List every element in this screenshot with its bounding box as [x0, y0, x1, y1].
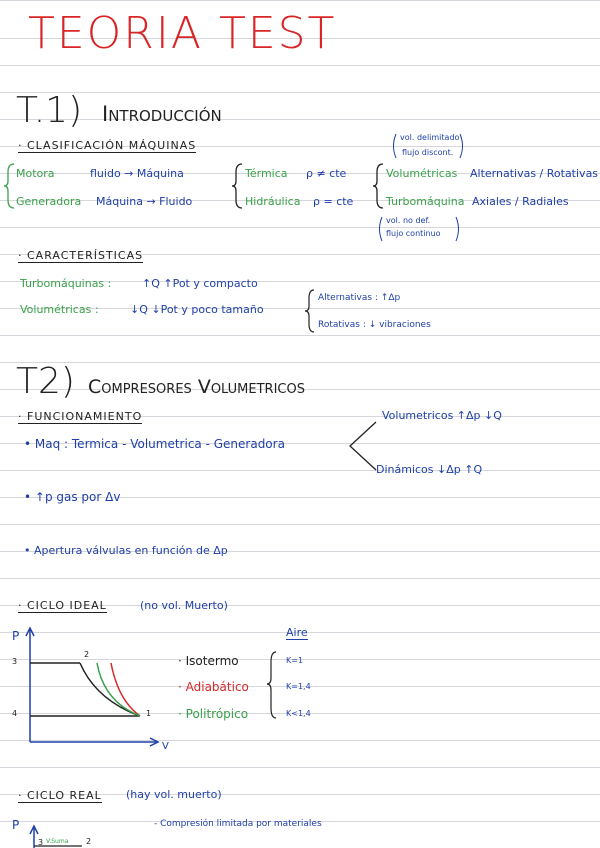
adiabatico-k: K=1,4	[286, 682, 311, 691]
termica-label: Térmica	[245, 167, 288, 180]
note-paren-right-top	[460, 134, 463, 158]
real-vsuma-label: V.Suma	[46, 838, 69, 845]
presion-gas-text: • ↑p gas por Δv	[24, 490, 121, 504]
note-turbomaquina-line2: flujo continuo	[386, 229, 441, 238]
brace-termica-hidraulica	[232, 164, 242, 208]
note-volumetricas-line2: flujo discont.	[402, 148, 454, 157]
volumetricas-types: Alternativas / Rotativas	[470, 167, 599, 180]
note-paren-right-bottom	[456, 217, 459, 241]
adiabatico-label: · Adiabático	[178, 680, 249, 694]
brace-aire	[267, 652, 276, 718]
ciclo-real-note: (hay vol. muerto)	[126, 788, 222, 801]
note-paren-left-top	[394, 134, 397, 158]
ciclo-ideal-graph	[26, 628, 158, 746]
volumetricas-caract-label: Volumétricas :	[20, 303, 99, 316]
generadora-label: Generadora	[16, 195, 82, 208]
motora-flow: fluido → Máquina	[90, 167, 184, 180]
apertura-valvulas-text: • Apertura válvulas en función de Δp	[24, 544, 228, 557]
termica-condition: ρ ≠ cte	[306, 167, 347, 180]
hidraulica-condition: ρ = cte	[313, 195, 354, 208]
hidraulica-label: Hidráulica	[245, 195, 301, 208]
t1-heading-number: T.1)	[16, 90, 83, 131]
ciclo-real-graph	[30, 826, 82, 848]
alternativas-text: Alternativas : ↑Δp	[318, 293, 401, 303]
real-tick-3: 3	[38, 838, 44, 847]
real-point-2: 2	[86, 837, 92, 846]
volumetricos-text: Volumetricos ↑Δp ↓Q	[382, 409, 502, 422]
clasificacion-header: · CLASIFICACIÓN MÁQUINAS	[18, 139, 197, 152]
t2-heading-number: T2)	[16, 361, 75, 402]
politropico-label: · Politrópico	[178, 707, 249, 721]
note-turbomaquina-line1: vol. no def.	[386, 216, 431, 225]
t2-heading-text: Compresores Volumetricos	[88, 376, 305, 398]
ideal-tick-3: 3	[12, 657, 18, 666]
funcionamiento-header: · FUNCIONAMIENTO	[18, 410, 143, 423]
t1-heading-text: Introducción	[102, 102, 222, 126]
note-volumetricas-line1: vol. delimitado	[400, 133, 460, 142]
caracteristicas-header: · CARACTERÍSTICAS	[18, 249, 144, 262]
volumetricas-label: Volumétricas	[386, 167, 458, 180]
ideal-axis-p: P	[12, 629, 20, 643]
ciclo-ideal-note: (no vol. Muerto)	[140, 599, 228, 612]
brace-alternativas-rotativas	[305, 290, 314, 332]
turbomaquinas-label: Turbomáquinas :	[20, 277, 112, 290]
rotativas-text: Rotativas : ↓ vibraciones	[318, 320, 431, 330]
split-line	[350, 422, 376, 470]
politropico-k: K<1,4	[286, 709, 311, 718]
page-title: TEORIA TEST	[28, 8, 337, 59]
ideal-point-2: 2	[84, 650, 90, 659]
brace-volumetricas-turbo	[373, 164, 383, 208]
turbomaquinas-text: ↑Q ↑Pot y compacto	[142, 277, 258, 290]
ideal-point-1: 1	[146, 709, 152, 718]
motora-label: Motora	[16, 167, 55, 180]
aire-label: Aire	[286, 626, 308, 639]
turbomaquina-label: Turbomáquina	[386, 195, 465, 208]
note-paren-left-bottom	[380, 217, 383, 241]
turbomaquina-types: Axiales / Radiales	[472, 195, 569, 208]
ciclo-real-header: · CICLO REAL	[18, 789, 102, 802]
isotermo-k: K=1	[286, 656, 304, 665]
maquina-tipo: • Maq : Termica - Volumetrica - Generadora	[24, 437, 285, 451]
isotermo-label: · Isotermo	[178, 654, 239, 668]
ideal-tick-4: 4	[12, 709, 18, 718]
dinamicos-text: Dinámicos ↓Δp ↑Q	[376, 463, 483, 476]
volumetricas-caract-text: ↓Q ↓Pot y poco tamaño	[130, 303, 264, 316]
ciclo-ideal-header: · CICLO IDEAL	[18, 599, 107, 612]
generadora-flow: Máquina → Fluido	[96, 195, 193, 208]
real-compresion-bullet: - Compresión limitada por materiales	[154, 819, 322, 829]
real-axis-p: P	[12, 818, 20, 832]
brace-motora-generadora	[4, 164, 14, 208]
ideal-axis-v: V	[162, 741, 169, 752]
